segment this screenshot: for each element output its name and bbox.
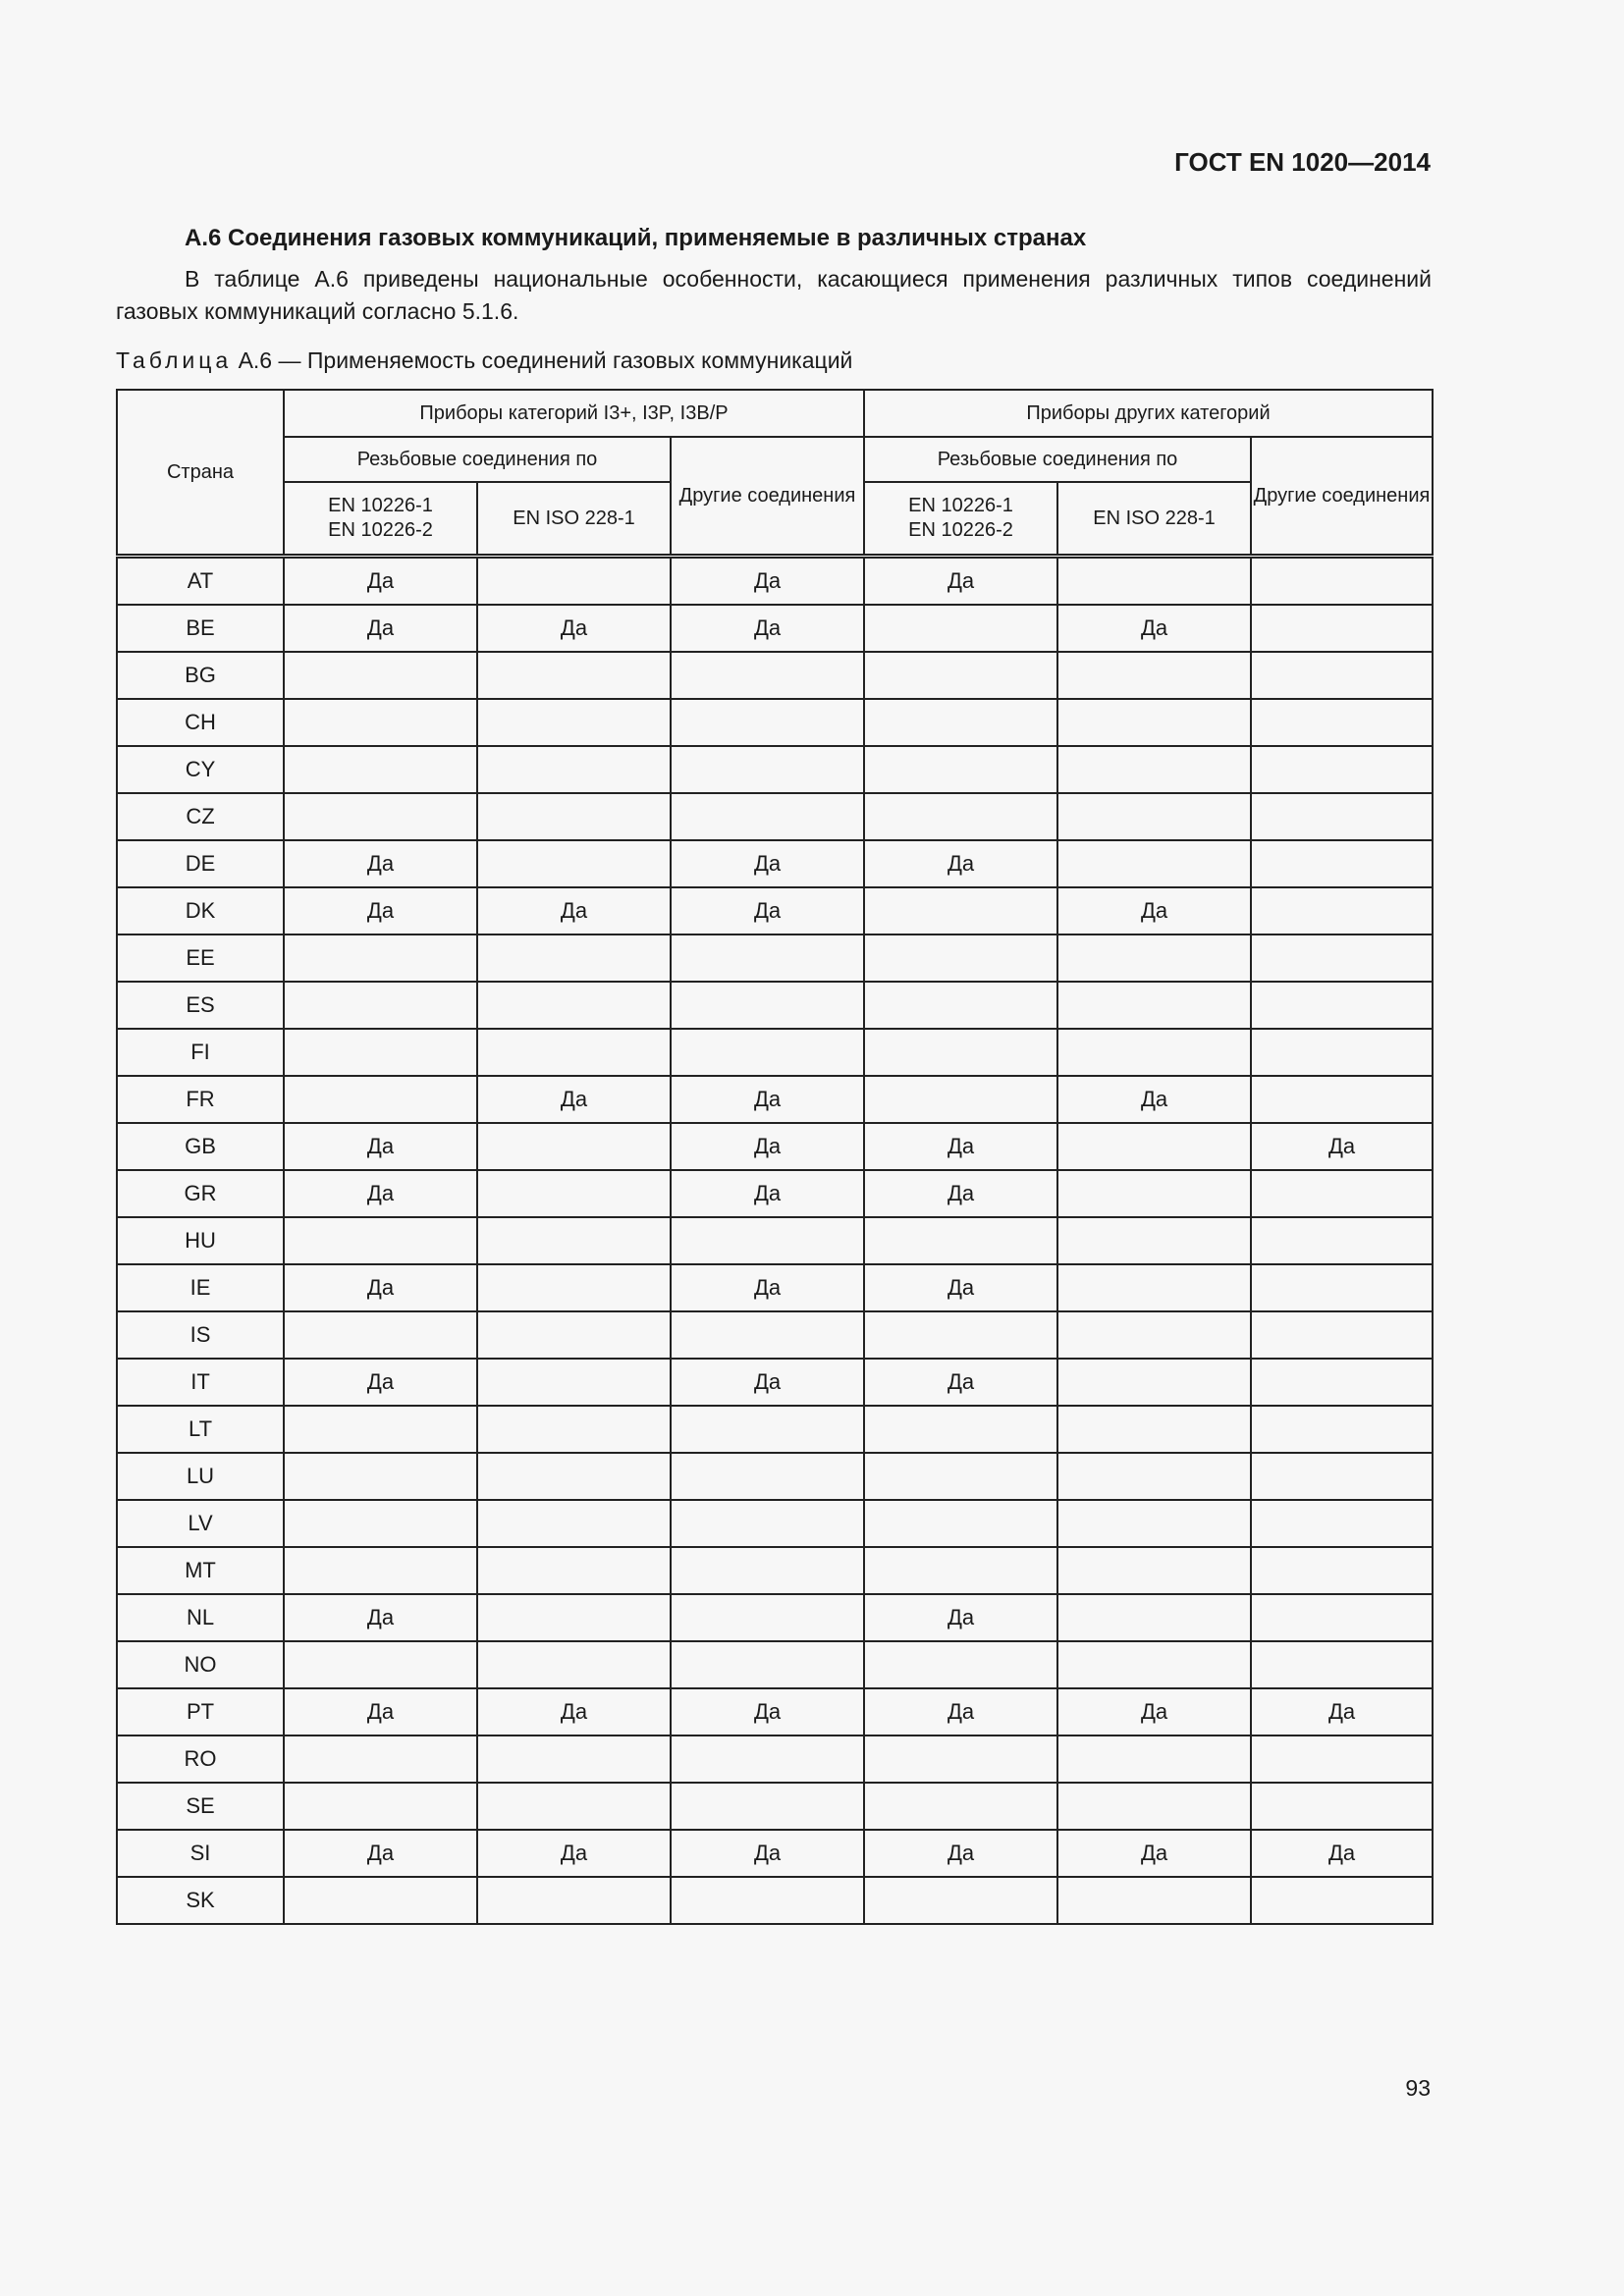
- country-cell: LV: [117, 1500, 284, 1547]
- table-caption-label: Таблица: [116, 347, 233, 373]
- value-cell: [864, 1217, 1057, 1264]
- country-cell: IE: [117, 1264, 284, 1311]
- value-cell: [864, 605, 1057, 652]
- value-cell: Да: [284, 1830, 477, 1877]
- value-cell: [284, 746, 477, 793]
- value-cell: [477, 1453, 671, 1500]
- table-caption-text: А.6 — Применяемость соединений газовых коммуникаций: [238, 347, 853, 373]
- country-cell: CH: [117, 699, 284, 746]
- table-row: [117, 793, 1433, 840]
- table-row: [117, 1547, 1433, 1594]
- value-cell: [477, 1029, 671, 1076]
- country-cell: GR: [117, 1170, 284, 1217]
- header-en10226-2: [864, 482, 1057, 557]
- value-cell: [284, 699, 477, 746]
- value-cell: [284, 1406, 477, 1453]
- page-number: 93: [1405, 2075, 1431, 2101]
- value-cell: [284, 1500, 477, 1547]
- value-cell: [864, 1029, 1057, 1076]
- table-row: [117, 1406, 1433, 1453]
- value-cell: [1057, 793, 1251, 840]
- value-cell: Да: [671, 1688, 864, 1735]
- value-cell: Да: [1057, 1688, 1251, 1735]
- country-cell: MT: [117, 1547, 284, 1594]
- header-en10226-1-line1: EN 10226-1: [328, 495, 433, 516]
- value-cell: [1251, 1594, 1433, 1641]
- value-cell: [284, 1076, 477, 1123]
- country-cell: BE: [117, 605, 284, 652]
- table-row: [117, 1123, 1433, 1170]
- value-cell: [1251, 1877, 1433, 1924]
- value-cell: [1057, 840, 1251, 887]
- country-cell: CY: [117, 746, 284, 793]
- table-row: [117, 887, 1433, 934]
- value-cell: [864, 1735, 1057, 1783]
- value-cell: [477, 1311, 671, 1359]
- header-en10226-2-line1: EN 10226-1: [908, 495, 1013, 516]
- table-row: [117, 1076, 1433, 1123]
- value-cell: Да: [284, 1123, 477, 1170]
- value-cell: [671, 1594, 864, 1641]
- table-row: [117, 982, 1433, 1029]
- value-cell: [284, 793, 477, 840]
- country-cell: NL: [117, 1594, 284, 1641]
- value-cell: [864, 1406, 1057, 1453]
- value-cell: [1057, 557, 1251, 606]
- value-cell: [671, 1500, 864, 1547]
- value-cell: Да: [1057, 1830, 1251, 1877]
- value-cell: [477, 1735, 671, 1783]
- value-cell: [1251, 887, 1433, 934]
- value-cell: [1251, 1500, 1433, 1547]
- country-cell: DE: [117, 840, 284, 887]
- value-cell: [284, 1735, 477, 1783]
- value-cell: [1057, 1547, 1251, 1594]
- value-cell: Да: [671, 887, 864, 934]
- value-cell: [864, 1453, 1057, 1500]
- intro-paragraph: В таблице А.6 приведены национальные особенности, касающиеся применения различных типов соединений газовых коммуникаций согласно 5.1.6.: [116, 266, 1432, 324]
- table-row: [117, 1170, 1433, 1217]
- value-cell: [1251, 746, 1433, 793]
- value-cell: [1251, 652, 1433, 699]
- value-cell: [1251, 793, 1433, 840]
- country-cell: EE: [117, 934, 284, 982]
- country-cell: IS: [117, 1311, 284, 1359]
- value-cell: [477, 1547, 671, 1594]
- value-cell: [1251, 1783, 1433, 1830]
- value-cell: [477, 1123, 671, 1170]
- header-eniso-2: EN ISO 228-1: [1057, 482, 1251, 557]
- value-cell: [1057, 699, 1251, 746]
- value-cell: [864, 793, 1057, 840]
- table-row: [117, 840, 1433, 887]
- value-cell: [477, 1594, 671, 1641]
- value-cell: Да: [284, 1170, 477, 1217]
- value-cell: Да: [1251, 1123, 1433, 1170]
- value-cell: [284, 652, 477, 699]
- value-cell: [1057, 1641, 1251, 1688]
- value-cell: [477, 1877, 671, 1924]
- value-cell: [284, 982, 477, 1029]
- table-row: [117, 1217, 1433, 1264]
- value-cell: [864, 1076, 1057, 1123]
- value-cell: [1057, 1500, 1251, 1547]
- value-cell: [1251, 1029, 1433, 1076]
- value-cell: Да: [864, 557, 1057, 606]
- value-cell: [671, 1641, 864, 1688]
- value-cell: [1057, 1877, 1251, 1924]
- value-cell: [477, 1359, 671, 1406]
- value-cell: [1057, 652, 1251, 699]
- value-cell: [671, 699, 864, 746]
- connections-table: [116, 389, 1434, 1925]
- value-cell: [284, 1783, 477, 1830]
- country-cell: SI: [117, 1830, 284, 1877]
- value-cell: [864, 746, 1057, 793]
- value-cell: [477, 1264, 671, 1311]
- value-cell: Да: [671, 1264, 864, 1311]
- value-cell: [477, 1641, 671, 1688]
- header-threaded-2: Резьбовые соединения по: [864, 437, 1251, 482]
- table-row: [117, 1783, 1433, 1830]
- value-cell: Да: [671, 1830, 864, 1877]
- header-other-connections-1: Другие соединения: [671, 437, 864, 557]
- value-cell: [671, 1406, 864, 1453]
- country-cell: IT: [117, 1359, 284, 1406]
- value-cell: Да: [671, 1076, 864, 1123]
- value-cell: [864, 652, 1057, 699]
- value-cell: Да: [671, 840, 864, 887]
- value-cell: Да: [1057, 887, 1251, 934]
- value-cell: [671, 1783, 864, 1830]
- value-cell: [671, 1547, 864, 1594]
- value-cell: Да: [864, 1688, 1057, 1735]
- country-cell: AT: [117, 557, 284, 606]
- header-eniso-1: EN ISO 228-1: [477, 482, 671, 557]
- table-row: [117, 1359, 1433, 1406]
- value-cell: [477, 982, 671, 1029]
- value-cell: [1251, 1406, 1433, 1453]
- value-cell: Да: [864, 1123, 1057, 1170]
- value-cell: Да: [671, 557, 864, 606]
- value-cell: [284, 1217, 477, 1264]
- value-cell: Да: [671, 1123, 864, 1170]
- value-cell: [864, 1783, 1057, 1830]
- value-cell: [1057, 934, 1251, 982]
- value-cell: [671, 934, 864, 982]
- value-cell: Да: [284, 1359, 477, 1406]
- value-cell: Да: [284, 557, 477, 606]
- value-cell: Да: [477, 1688, 671, 1735]
- value-cell: Да: [284, 1594, 477, 1641]
- value-cell: [284, 1453, 477, 1500]
- value-cell: Да: [477, 1830, 671, 1877]
- value-cell: [864, 1500, 1057, 1547]
- value-cell: Да: [864, 1264, 1057, 1311]
- table-row: [117, 652, 1433, 699]
- country-cell: FI: [117, 1029, 284, 1076]
- country-cell: SE: [117, 1783, 284, 1830]
- country-cell: LT: [117, 1406, 284, 1453]
- value-cell: Да: [864, 1594, 1057, 1641]
- value-cell: [1251, 1217, 1433, 1264]
- value-cell: [671, 1311, 864, 1359]
- table-row: [117, 1500, 1433, 1547]
- value-cell: [671, 793, 864, 840]
- value-cell: [1057, 1359, 1251, 1406]
- table-row: [117, 1264, 1433, 1311]
- value-cell: [864, 1877, 1057, 1924]
- value-cell: [864, 699, 1057, 746]
- value-cell: [864, 982, 1057, 1029]
- value-cell: [1251, 1264, 1433, 1311]
- table-row: [117, 1688, 1433, 1735]
- country-cell: PT: [117, 1688, 284, 1735]
- value-cell: Да: [477, 1076, 671, 1123]
- value-cell: Да: [671, 605, 864, 652]
- table-body: [117, 557, 1433, 1925]
- table-row: [117, 746, 1433, 793]
- header-other-connections-2: Другие соединения: [1251, 437, 1433, 557]
- value-cell: Да: [864, 840, 1057, 887]
- value-cell: [477, 1170, 671, 1217]
- country-cell: FR: [117, 1076, 284, 1123]
- value-cell: Да: [1057, 1076, 1251, 1123]
- value-cell: [477, 1406, 671, 1453]
- value-cell: [671, 1217, 864, 1264]
- table-row: [117, 934, 1433, 982]
- value-cell: [477, 652, 671, 699]
- value-cell: [1057, 1311, 1251, 1359]
- value-cell: Да: [284, 1264, 477, 1311]
- value-cell: [477, 746, 671, 793]
- country-cell: RO: [117, 1735, 284, 1783]
- value-cell: [1251, 1453, 1433, 1500]
- value-cell: [1057, 1170, 1251, 1217]
- value-cell: [284, 1547, 477, 1594]
- table-row: [117, 605, 1433, 652]
- value-cell: [284, 934, 477, 982]
- value-cell: [477, 699, 671, 746]
- value-cell: [1251, 1547, 1433, 1594]
- table-row: [117, 1311, 1433, 1359]
- value-cell: [284, 1877, 477, 1924]
- header-group-i3: Приборы категорий I3+, I3P, I3B/P: [284, 390, 864, 437]
- value-cell: [1057, 1217, 1251, 1264]
- country-cell: GB: [117, 1123, 284, 1170]
- country-cell: CZ: [117, 793, 284, 840]
- value-cell: Да: [284, 605, 477, 652]
- value-cell: [477, 934, 671, 982]
- value-cell: [477, 1500, 671, 1547]
- country-cell: HU: [117, 1217, 284, 1264]
- table-row: [117, 1453, 1433, 1500]
- value-cell: [864, 934, 1057, 982]
- value-cell: [671, 746, 864, 793]
- value-cell: [1251, 840, 1433, 887]
- table-row: [117, 1830, 1433, 1877]
- value-cell: [1057, 1264, 1251, 1311]
- country-cell: BG: [117, 652, 284, 699]
- value-cell: [1057, 1123, 1251, 1170]
- value-cell: [1251, 699, 1433, 746]
- value-cell: [671, 1877, 864, 1924]
- value-cell: Да: [1251, 1830, 1433, 1877]
- table-row: [117, 1877, 1433, 1924]
- value-cell: Да: [477, 605, 671, 652]
- value-cell: [671, 982, 864, 1029]
- value-cell: [284, 1641, 477, 1688]
- value-cell: [864, 1641, 1057, 1688]
- value-cell: [477, 557, 671, 606]
- table-row: [117, 699, 1433, 746]
- table-caption: [116, 347, 852, 374]
- value-cell: Да: [1057, 605, 1251, 652]
- value-cell: [864, 1311, 1057, 1359]
- table-row: [117, 1735, 1433, 1783]
- value-cell: [1057, 1406, 1251, 1453]
- value-cell: [671, 1735, 864, 1783]
- header-country: Страна: [117, 390, 284, 557]
- country-cell: NO: [117, 1641, 284, 1688]
- value-cell: Да: [284, 840, 477, 887]
- value-cell: Да: [284, 1688, 477, 1735]
- value-cell: [284, 1311, 477, 1359]
- value-cell: Да: [671, 1359, 864, 1406]
- value-cell: Да: [864, 1830, 1057, 1877]
- value-cell: [284, 1029, 477, 1076]
- value-cell: [671, 652, 864, 699]
- document-code: ГОСТ EN 1020—2014: [1174, 147, 1431, 177]
- table-row: [117, 557, 1433, 606]
- section-title: А.6 Соединения газовых коммуникаций, применяемые в различных странах: [185, 225, 1087, 251]
- value-cell: [671, 1453, 864, 1500]
- value-cell: [1057, 1735, 1251, 1783]
- value-cell: Да: [864, 1170, 1057, 1217]
- value-cell: [1251, 1359, 1433, 1406]
- table-row: [117, 1641, 1433, 1688]
- value-cell: [477, 1217, 671, 1264]
- value-cell: [477, 840, 671, 887]
- value-cell: [1057, 1029, 1251, 1076]
- value-cell: [477, 1783, 671, 1830]
- header-en10226-1-line2: EN 10226-2: [328, 519, 433, 541]
- value-cell: [1251, 1170, 1433, 1217]
- value-cell: [1251, 1735, 1433, 1783]
- value-cell: [1057, 1783, 1251, 1830]
- header-en10226-1: [284, 482, 477, 557]
- value-cell: [1057, 1594, 1251, 1641]
- country-cell: ES: [117, 982, 284, 1029]
- value-cell: [1251, 605, 1433, 652]
- value-cell: [1057, 982, 1251, 1029]
- value-cell: [477, 793, 671, 840]
- value-cell: [1057, 746, 1251, 793]
- value-cell: Да: [1251, 1688, 1433, 1735]
- value-cell: [864, 887, 1057, 934]
- value-cell: [1251, 1076, 1433, 1123]
- table-row: [117, 1029, 1433, 1076]
- value-cell: [864, 1547, 1057, 1594]
- value-cell: [1251, 982, 1433, 1029]
- value-cell: [1251, 1641, 1433, 1688]
- value-cell: [1057, 1453, 1251, 1500]
- table-row: [117, 1594, 1433, 1641]
- country-cell: DK: [117, 887, 284, 934]
- country-cell: LU: [117, 1453, 284, 1500]
- header-group-other: Приборы других категорий: [864, 390, 1433, 437]
- value-cell: Да: [864, 1359, 1057, 1406]
- value-cell: [1251, 934, 1433, 982]
- value-cell: Да: [671, 1170, 864, 1217]
- header-en10226-2-line2: EN 10226-2: [908, 519, 1013, 541]
- value-cell: [671, 1029, 864, 1076]
- value-cell: Да: [284, 887, 477, 934]
- value-cell: [1251, 1311, 1433, 1359]
- country-cell: SK: [117, 1877, 284, 1924]
- value-cell: [1251, 557, 1433, 606]
- value-cell: Да: [477, 887, 671, 934]
- header-threaded-1: Резьбовые соединения по: [284, 437, 671, 482]
